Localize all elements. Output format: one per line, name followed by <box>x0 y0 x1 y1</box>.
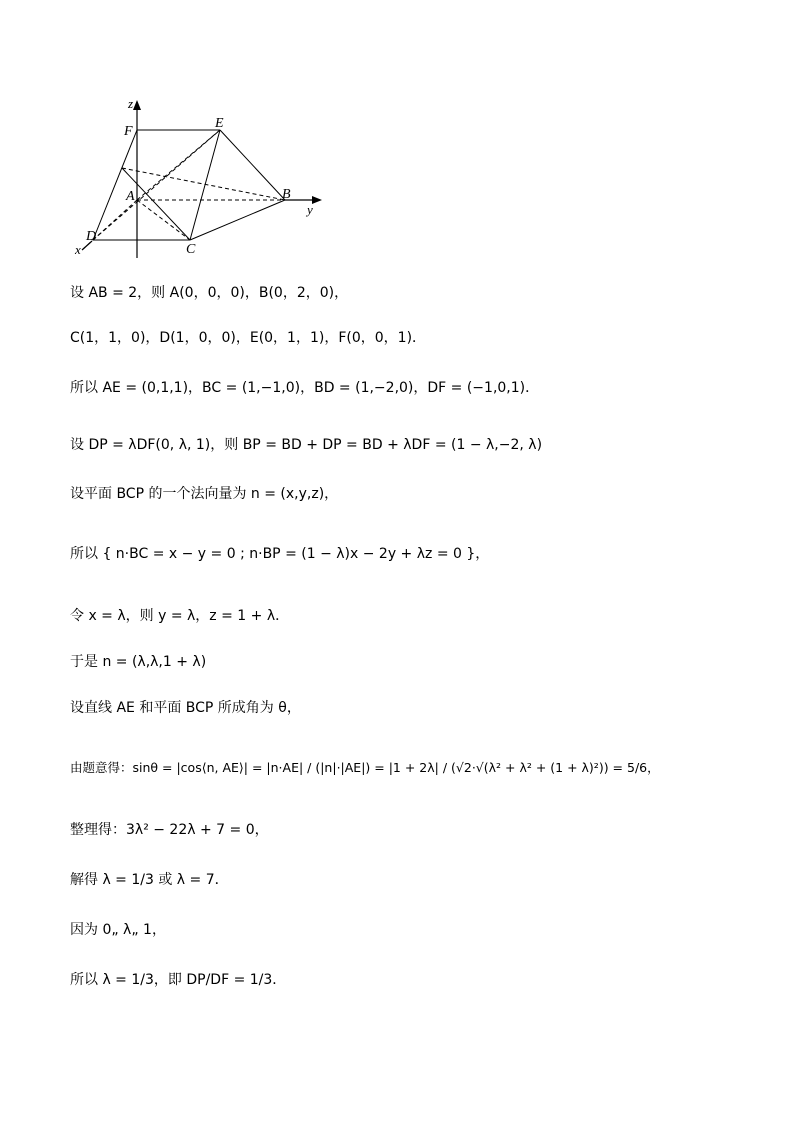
edge-PC <box>122 168 190 240</box>
z-axis-arrow <box>133 100 141 110</box>
edge-FD <box>93 130 137 240</box>
edge-CB <box>190 200 285 240</box>
edge-DE <box>93 130 220 240</box>
edge-AE <box>137 130 220 200</box>
line-coordinates: C(1，1，0)，D(1，0，0)，E(0，1，1)，F(0，0，1)． <box>70 330 427 346</box>
line-normal-vector: 设平面 BCP 的一个法向量为 n = (x,y,z)， <box>70 486 339 502</box>
line-let-x: 令 x = λ，则 y = λ，z = 1 + λ． <box>70 608 290 624</box>
line-angle-def: 设直线 AE 和平面 BCP 所成角为 θ， <box>70 700 301 716</box>
edge-EB <box>220 130 285 200</box>
y-axis-arrow <box>312 196 322 204</box>
label-A: A <box>126 189 135 204</box>
line-n-result: 于是 n = (λ,λ,1 + λ) <box>70 654 207 670</box>
label-y: y <box>307 202 313 217</box>
label-F: F <box>124 124 133 139</box>
label-C: C <box>186 242 196 257</box>
label-D: D <box>86 229 97 244</box>
line-solutions: 解得 λ = 1/3 或 λ = 7． <box>70 872 229 888</box>
line-sin-theta: 由题意得：sinθ = |cos⟨n, AE⟩| = |n·AE| / (|n|·|AE|) = |1 + 2λ| / (√2·√(λ² + λ² + (1 + λ)²)) = 5/6， <box>70 760 660 775</box>
line-equation-system: 所以 { n·BC = x − y = 0 ; n·BP = (1 − λ)x − 2y + λz = 0 }， <box>70 546 490 562</box>
label-B: B <box>282 187 291 202</box>
label-z: z <box>128 96 134 111</box>
label-x: x <box>75 242 81 257</box>
label-E: E <box>215 116 224 131</box>
line-setup-ab: 设 AB = 2，则 A(0，0，0)，B(0，2，0)， <box>70 285 349 301</box>
line-quadratic: 整理得：3λ² − 22λ + 7 = 0， <box>70 822 269 838</box>
edge-AC <box>137 200 190 240</box>
line-range: 因为 0„ λ„ 1， <box>70 922 166 938</box>
geometry-figure <box>60 90 340 265</box>
edge-EC <box>190 130 220 240</box>
line-dp-bp: 设 DP = λDF(0, λ, 1)，则 BP = BD + DP = BD + λDF = (1 − λ,−2, λ) <box>70 437 543 453</box>
line-conclusion: 所以 λ = 1/3，即 DP/DF = 1/3． <box>70 972 287 988</box>
line-vectors: 所以 AE = (0,1,1)，BC = (1,−1,0)，BD = (1,−2,0)，DF = (−1,0,1)． <box>70 380 540 396</box>
edge-PB <box>122 168 285 200</box>
